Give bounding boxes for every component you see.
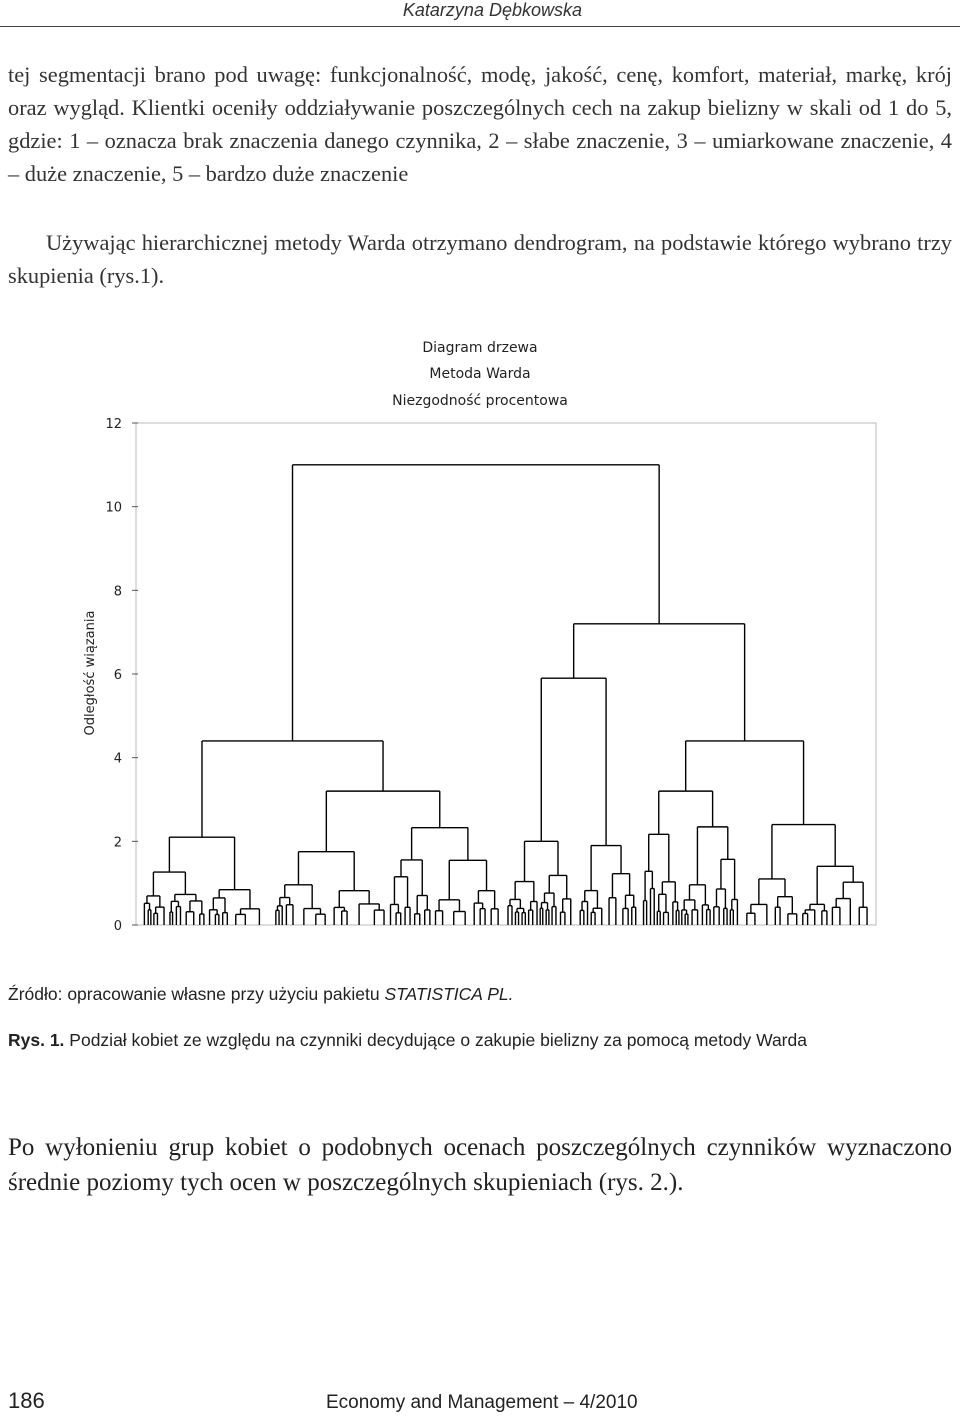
- source-package: STATISTICA PL.: [384, 984, 514, 1004]
- dendrogram-chart: [60, 330, 900, 940]
- dendrogram-figure: [60, 330, 900, 940]
- page-number: 186: [8, 1388, 45, 1413]
- running-header: [0, 0, 960, 27]
- dendrogram-tree: [144, 465, 867, 925]
- paragraph-2: Używając hierarchicznej metody Warda otrzymano dendrogram, na podstawie którego wybrano trzy skupienia (rys.1).: [8, 230, 952, 288]
- paragraph-3: Po wyłonieniu grup kobiet o podobnych ocenach poszczególnych czynników wyznaczono średnie poziomy tych ocen w poszczególnych skupieniach (rys. 2.).: [8, 1134, 952, 1196]
- y-axis-label: Odległość wiązania: [83, 610, 98, 736]
- figure-caption: [8, 1026, 952, 1054]
- journal-footer: Economy and Management – 4/2010: [326, 1392, 638, 1413]
- y-tick-label: 12: [105, 417, 122, 432]
- paragraph-1: tej segmentacji brano pod uwagę: funkcjonalność, modę, jakość, cenę, komfort, materiał, markę, krój oraz wygląd. Klientki oceniły oddziaływanie poszczególnych cech na zakup bielizny w skali od 1 do 5, gdzie: 1 – oznacza brak znaczenia danego czynnika, 2 – słabe znaczenie, 3 – umiarkowane znaczenie, 4 – duże znaczenie, 5 – bardzo duże znaczenie: [8, 62, 952, 186]
- plot-frame: [136, 423, 876, 925]
- y-tick-label: 2: [113, 835, 122, 851]
- figure-source: [8, 984, 513, 1005]
- y-axis-ticks: [105, 417, 138, 934]
- header-author: Katarzyna Dębkowska: [402, 0, 582, 20]
- caption-text: Podział kobiet ze względu na czynniki decydujące o zakupie bielizny za pomocą metody Warda: [64, 1030, 807, 1050]
- chart-title-line-2: Metoda Warda: [429, 366, 531, 382]
- y-tick-label: 0: [113, 919, 122, 934]
- caption-label: Rys. 1.: [8, 1030, 65, 1050]
- chart-title-line-1: Diagram drzewa: [422, 340, 538, 356]
- chart-title-line-3: Niezgodność procentowa: [392, 393, 568, 409]
- source-text: Źródło: opracowanie własne przy użyciu pakietu: [8, 984, 385, 1004]
- y-tick-label: 4: [113, 751, 122, 767]
- y-tick-label: 6: [113, 668, 122, 683]
- y-tick-label: 8: [113, 584, 122, 600]
- y-tick-label: 10: [105, 500, 122, 516]
